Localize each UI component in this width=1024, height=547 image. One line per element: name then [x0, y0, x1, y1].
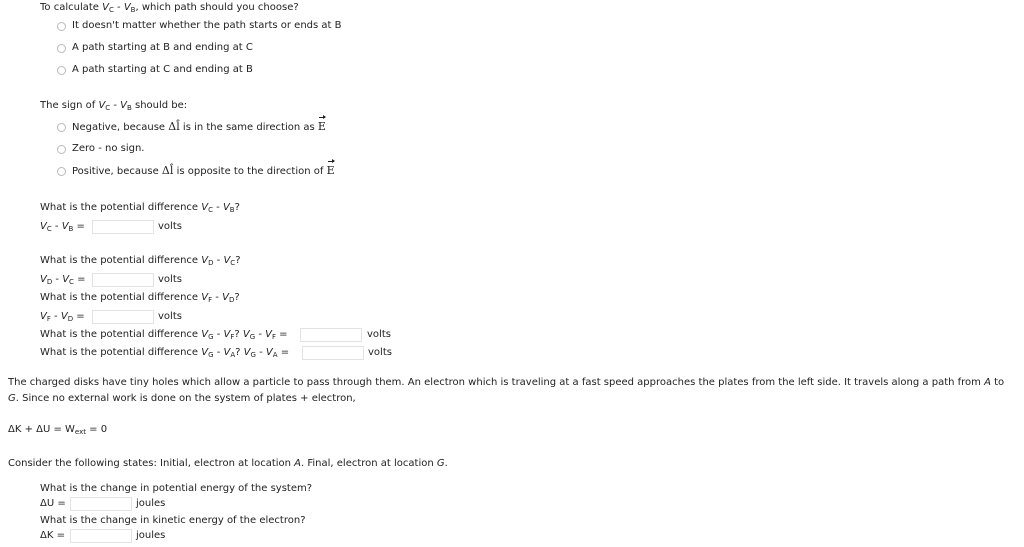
label-vc-vb: $V_C - V_B$ = — [40, 221, 85, 233]
question-delta-k: What is the change in kinetic energy of the electron? — [40, 515, 306, 526]
sign-positive-label: Positive, because Δl̂ is opposite to the direction of E — [72, 164, 335, 177]
radio-sign-zero[interactable] — [57, 145, 66, 154]
path-option-3-label: A path starting at C and ending at B — [72, 64, 253, 75]
input-vc-vb[interactable] — [92, 220, 154, 234]
input-vd-vc[interactable] — [92, 273, 154, 287]
question-vf-vd: What is the potential difference $V_F - V_D$? — [40, 292, 240, 304]
paragraph-line-1: The charged disks have tiny holes which allow a particle to pass through them. An electron which is traveling at a fast speed approaches the plates from the left side. It travels along a path from A to — [8, 377, 1005, 388]
unit-vc-vb: volts — [158, 221, 182, 232]
sign-zero-label: Zero - no sign. — [72, 143, 145, 154]
question-sign: The sign of $V_C - V_B$ should be: — [40, 100, 188, 112]
sign-negative-label: Negative, because Δl̂ is in the same direction as E — [72, 120, 326, 133]
question-vd-vc: What is the potential difference $V_D - V_C$? — [40, 255, 241, 267]
label-delta-k: ΔK = — [40, 530, 65, 541]
input-vg-va[interactable] — [302, 346, 364, 360]
label-vd-vc: $V_D - V_C$ = — [40, 274, 86, 286]
radio-path-option-1[interactable] — [57, 22, 66, 31]
e-field-vector: E — [317, 120, 326, 133]
e-field-vector: E — [326, 164, 335, 177]
unit-delta-k: joules — [136, 530, 166, 541]
radio-sign-positive[interactable] — [57, 167, 66, 176]
question-delta-u: What is the change in potential energy of the system? — [40, 483, 313, 494]
input-delta-u[interactable] — [70, 497, 132, 511]
input-vf-vd[interactable] — [92, 310, 154, 324]
radio-path-option-2[interactable] — [57, 44, 66, 53]
path-option-1-label: It doesn't matter whether the path starts or ends at B — [72, 20, 342, 31]
path-option-2-label: A path starting at B and ending at C — [72, 42, 253, 53]
unit-vg-vf: volts — [367, 329, 391, 340]
unit-vf-vd: volts — [158, 311, 182, 322]
question-path-choice: To calculate $V_C - V_B$, which path should you choose? — [40, 2, 299, 14]
input-vg-vf[interactable] — [300, 328, 362, 342]
label-delta-u: ΔU = — [40, 498, 66, 509]
radio-path-option-3[interactable] — [57, 66, 66, 75]
unit-vd-vc: volts — [158, 274, 182, 285]
radio-sign-negative[interactable] — [57, 123, 66, 132]
states-description: Consider the following states: Initial, electron at location A. Final, electron at location G. — [8, 458, 448, 469]
input-delta-k[interactable] — [70, 529, 132, 543]
unit-vg-va: volts — [368, 347, 392, 358]
question-vc-vb: What is the potential difference $V_C - V_B$? — [40, 202, 240, 214]
energy-equation: $\Delta K + \Delta U = W_{ext} = 0$ — [8, 424, 108, 436]
label-vf-vd: $V_F - V_D$ = — [40, 311, 85, 323]
paragraph-line-2: G. Since no external work is done on the system of plates + electron, — [8, 393, 356, 404]
question-vg-va: What is the potential difference $V_G - V_A$? $V_G - V_A$ = — [40, 347, 290, 359]
question-vg-vf: What is the potential difference $V_G - V_F$? $V_G - V_F$ = — [40, 329, 288, 341]
unit-delta-u: joules — [136, 498, 166, 509]
